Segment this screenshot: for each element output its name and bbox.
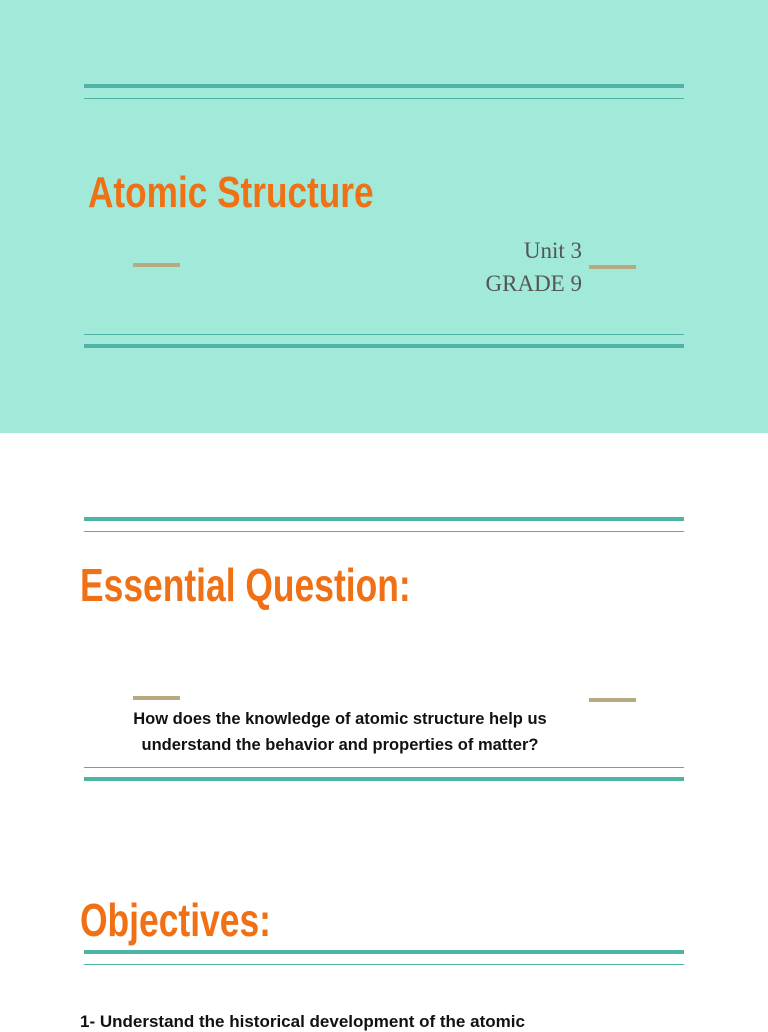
grade-label: GRADE 9 <box>485 271 582 296</box>
top-rule-thick <box>84 84 684 88</box>
essential-question-heading: Essential Question: <box>80 559 411 611</box>
bottom-rule-thick <box>84 344 684 348</box>
objectives-rule-thick <box>84 950 684 954</box>
question-top-rule-thick <box>84 517 684 521</box>
question-top-rule-thin <box>84 531 684 532</box>
objective-item-1: 1- Understand the historical development of the atomic <box>80 1012 525 1031</box>
top-rule-thin <box>84 98 684 99</box>
objectives-rule-thin <box>84 964 684 965</box>
accent-bar-right <box>589 265 636 269</box>
accent-bar-left <box>133 263 180 267</box>
unit-label: Unit 3 <box>523 238 582 263</box>
question-bottom-rule-thick <box>84 777 684 781</box>
objectives-heading: Objectives: <box>80 894 271 946</box>
essential-question-text <box>84 706 596 758</box>
question-accent-left <box>133 696 180 700</box>
bottom-rule-thin <box>84 334 684 335</box>
slide-title: Atomic Structure <box>88 168 374 217</box>
question-line-1: How does the knowledge of atomic structure help us <box>133 710 547 728</box>
question-accent-right <box>589 698 636 702</box>
question-line-2: understand the behavior and properties of matter? <box>141 736 539 754</box>
question-bottom-rule-thin <box>84 767 684 768</box>
title-slide <box>0 0 768 433</box>
